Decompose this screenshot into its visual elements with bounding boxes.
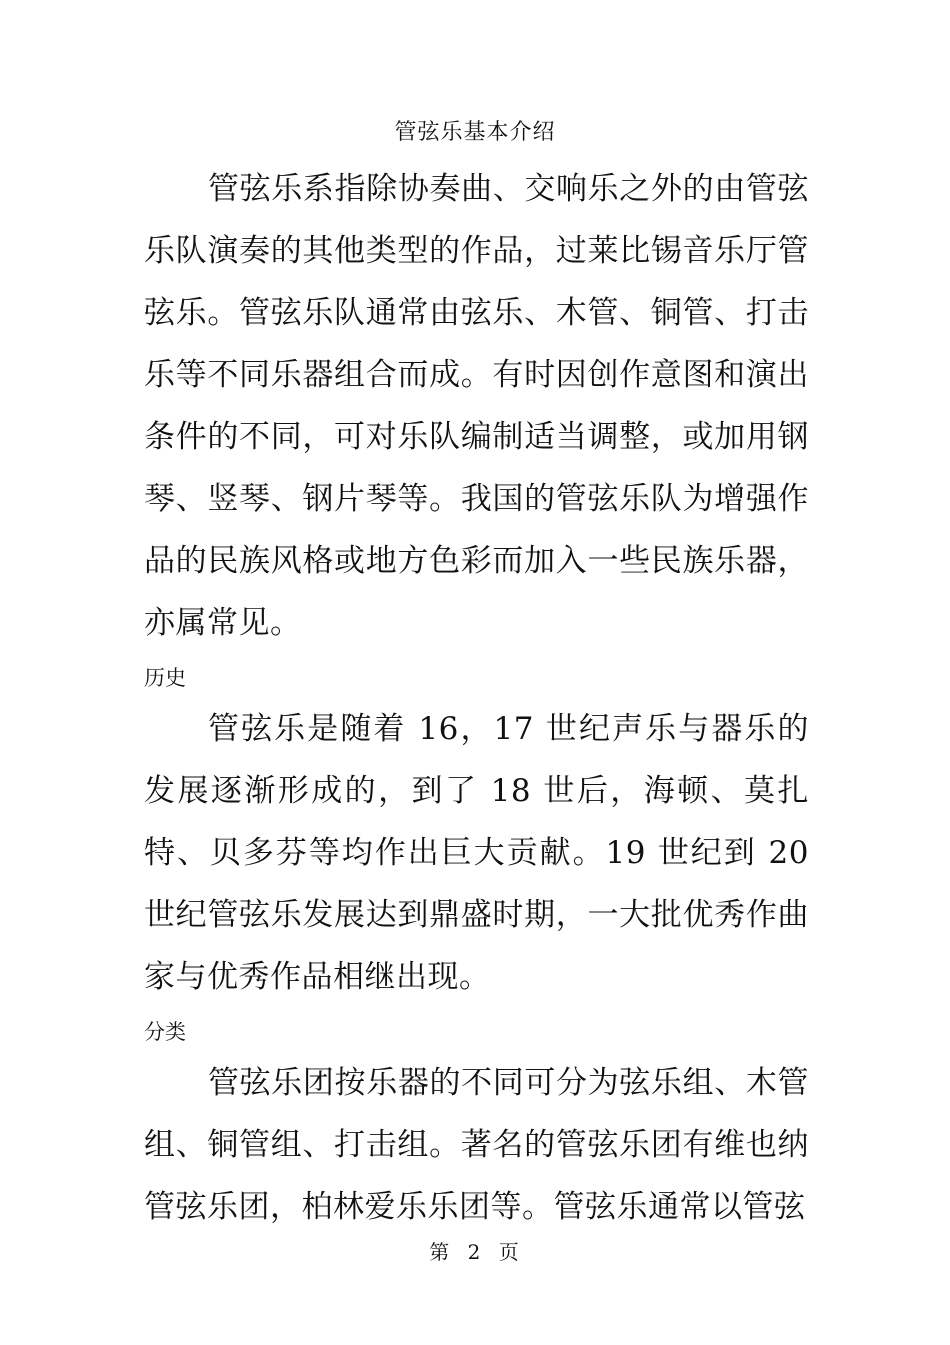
section-body-classification: 管弦乐团按乐器的不同可分为弦乐组、木管组、铜管组、打击组。著名的管弦乐团有维也纳管弦乐团，柏林爱乐乐团等。管弦乐通常以管弦: [144, 1065, 809, 1225]
section-heading-classification: 分类: [144, 1020, 186, 1044]
page-number: 2: [467, 1240, 483, 1264]
page-footer-suffix: 页: [498, 1240, 521, 1264]
intro-paragraph: 管弦乐系指除协奏曲、交响乐之外的由管弦乐队演奏的其他类型的作品，过莱比锡音乐厅管弦乐。管弦乐队通常由弦乐、木管、铜管、打击乐等不同乐器组合而成。有时因创作意图和演出条件的不同，可对乐队编制适当调整，或加用钢琴、竖琴、钢片琴等。我国的管弦乐队为增强作品的民族风格或地方色彩而加入一些民族乐器，亦属常见。: [144, 171, 809, 641]
document-title: 管弦乐基本介绍: [394, 120, 556, 145]
section-body-history: 管弦乐是随着 16，17 世纪声乐与器乐的发展逐渐形成的，到了 18 世后，海顿、莫扎特、贝多芬等均作出巨大贡献。19 世纪到 20 世纪管弦乐发展达到鼎盛时期，一大批优秀作曲家与优秀作品相继出现。: [144, 711, 809, 995]
page-footer-prefix: 第: [429, 1240, 452, 1264]
page-footer: [0, 1238, 950, 1266]
section-heading-history: 历史: [144, 666, 186, 690]
